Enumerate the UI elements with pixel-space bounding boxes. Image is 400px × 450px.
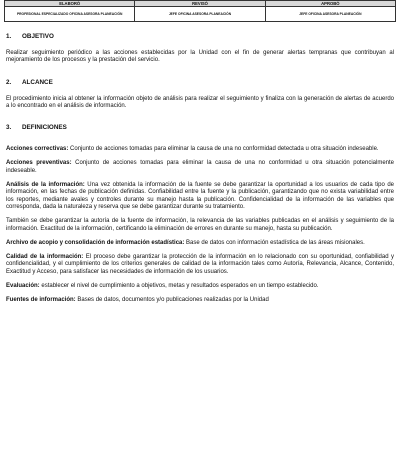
definition-text: Conjunto de acciones tomadas para eliminar la causa de una no conformidad detectada u otra situación indeseable. xyxy=(68,146,379,153)
document-content xyxy=(6,33,394,305)
definition-fuentes-informacion xyxy=(6,297,394,304)
section-heading-alcance xyxy=(6,79,394,87)
section-number: 2. xyxy=(6,78,12,86)
definition-analisis-continuation xyxy=(6,218,394,233)
definition-term: Análisis de la información: xyxy=(6,182,85,189)
definition-text: Base de datos con información estadística de las áreas misionales. xyxy=(184,239,365,246)
definition-text: También se debe garantizar la autoría de la fuente de información, la relevancia de las variables publicadas en el análisis y seguimiento de la información. Exactitud de la información, certificando la eliminación de errores en durante su manejo, hasta su publicación. xyxy=(6,218,394,232)
approval-header-elaboro: ELABORÓ xyxy=(5,1,135,7)
definition-evaluacion xyxy=(6,283,394,290)
alcance-text: El procedimiento inicia al obtener la información objeto de análisis para realizar el seguimiento y finaliza con la generación de alertas de acuerdo a lo encontrado en el análisis de información. xyxy=(6,95,394,109)
definition-term: Calidad de la información: xyxy=(6,254,84,261)
definition-acciones-correctivas xyxy=(6,146,394,153)
definition-archivo-acopio xyxy=(6,240,394,247)
definition-term: Archivo de acopio y consolidación de información estadística: xyxy=(6,239,185,246)
definition-text: establecer el nivel de cumplimiento a objetivos, metas y resultados esperados en un tiempo establecido. xyxy=(39,283,319,290)
approval-header-aprobo: APROBÓ xyxy=(265,1,395,7)
definition-text: Bases de datos, documentos y/o publicaciones realizadas por la Unidad xyxy=(75,297,269,304)
definition-calidad-informacion xyxy=(6,254,394,276)
approval-table-value-row xyxy=(5,7,396,22)
approval-value-elaboro: PROFESIONAL ESPECIALIZADO OFICINA ASESORA PLANEACIÓN xyxy=(5,7,135,22)
definition-term: Evaluación: xyxy=(6,283,40,290)
definition-text: Conjunto de acciones tomadas para eliminar la causa de una no conformidad u otra situación potencialmente indeseable. xyxy=(6,160,394,174)
definition-text: El proceso debe garantizar la protección de la información en lo relacionado con su oportunidad, confiabilidad y confidencialidad, y el cumplimiento de los criterios generales de calidad de la información tales como Autoría, Relevancia, Alcance, Contenido, Exactitud y Acceso, para satisfacer las necesidades de información de los usuarios. xyxy=(6,254,394,275)
approval-value-aprobo: JEFE OFICINA ASESORA PLANEACIÓN xyxy=(265,7,395,22)
definition-analisis-informacion xyxy=(6,182,394,211)
definition-text: Una vez obtenida la información de la fuente se debe garantizar la oportunidad a los usuarios de cada tipo de información, en las fechas de publicación definidas. Confiabilidad entre la fuente y la publicación, garantizando que no exista variabilidad entre los reportes, mediante avales y controles durante su manejo hasta la publicación. Confidencialidad de la información de las variables que corresponda, dada la naturaleza y reserva que se debe garantizar durante su tratamiento. xyxy=(6,182,394,210)
objetivo-text: Realizar seguimiento periódico a las acciones establecidas por la Unidad con el fin de generar alertas tempranas que contribuyan al mejoramiento de los procesos y la prestación del servicio. xyxy=(6,50,394,64)
section-title: DEFINICIONES xyxy=(22,124,67,132)
definition-acciones-preventivas xyxy=(6,160,394,175)
approval-header-reviso: REVISÓ xyxy=(135,1,265,7)
section-title: ALCANCE xyxy=(22,78,53,86)
definition-term: Acciones preventivas: xyxy=(6,160,72,167)
section-heading-definiciones xyxy=(6,124,394,132)
section-number: 1. xyxy=(6,33,12,40)
definition-term: Fuentes de información: xyxy=(6,297,76,304)
definition-term: Acciones correctivas: xyxy=(6,146,69,153)
section-number: 3. xyxy=(6,124,12,132)
approval-value-reviso: JEFE OFICINA ASESORA PLANEACIÓN xyxy=(135,7,265,22)
section-title: OBJETIVO xyxy=(22,33,54,40)
approval-table xyxy=(4,0,396,22)
section-heading-objetivo xyxy=(6,33,394,41)
